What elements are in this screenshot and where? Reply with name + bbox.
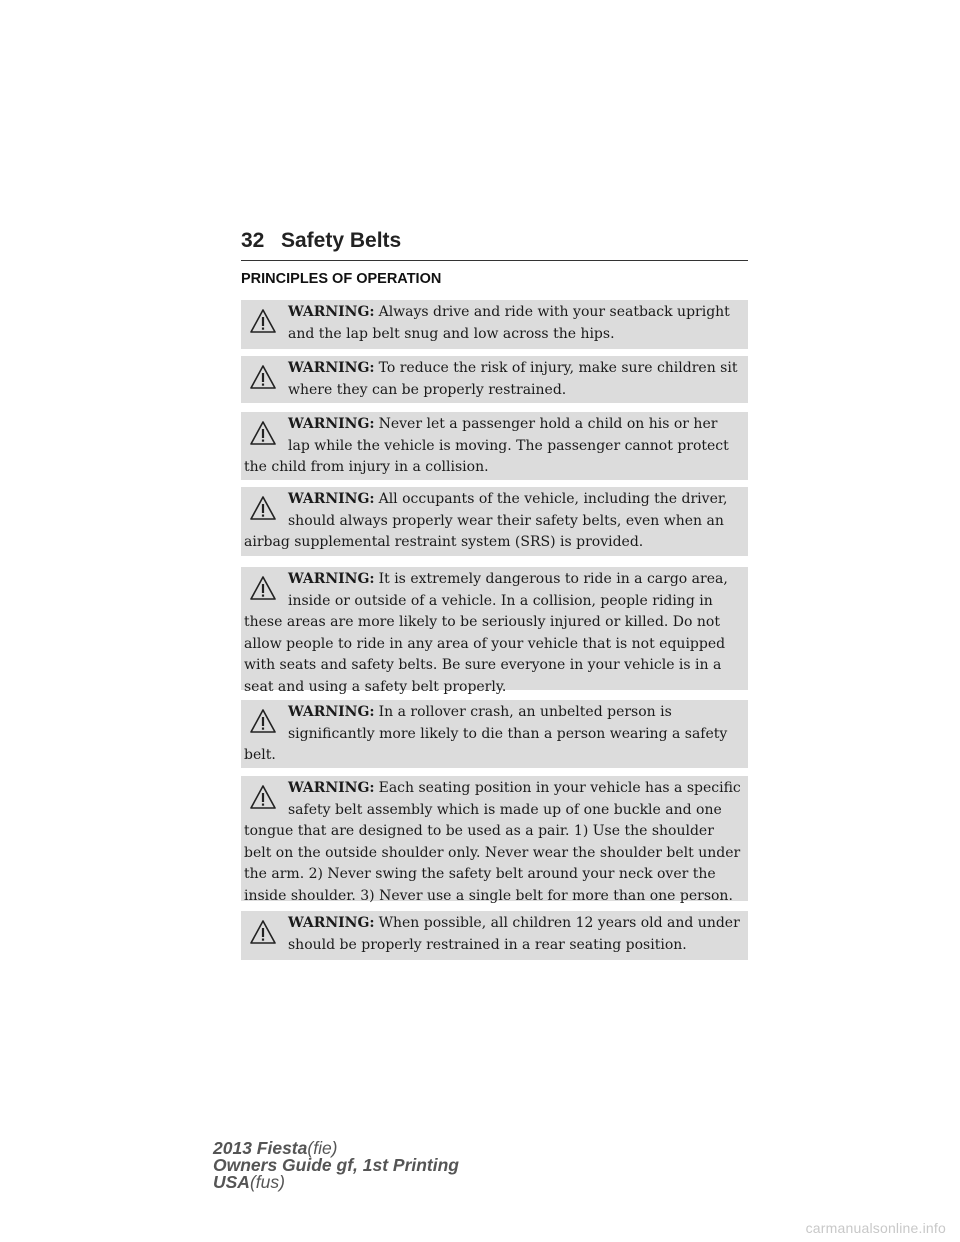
footer-model: 2013 Fiesta — [213, 1138, 308, 1158]
warning-triangle-icon — [244, 308, 285, 344]
warning-text: To reduce the risk of injury, make sure children sit where they can be properly restrained. — [288, 360, 738, 398]
warning-triangle-icon — [244, 708, 285, 744]
warning-text: It is extremely dangerous to ride in a cargo area, inside or outside of a vehicle. In a collision, people riding in these areas are more likely to be seriously injured or killed. Do not allow people to ride in any area of your vehicle that is not equipped with seats and safety belts. Be sure everyone in your vehicle is in a seat and using a safety belt properly. — [244, 571, 728, 695]
warning-triangle-icon — [244, 420, 285, 456]
warning-text: All occupants of the vehicle, including the driver, should always properly wear their safety belts, even when an airbag supplemental restraint system (SRS) is provided. — [244, 491, 728, 550]
warning-label: WARNING: — [288, 360, 375, 376]
warning-label: WARNING: — [288, 704, 375, 720]
footer-market: USA — [213, 1172, 250, 1192]
warning-label: WARNING: — [288, 491, 375, 507]
warning-box — [241, 911, 748, 960]
warning-label: WARNING: — [288, 304, 375, 320]
warning-box — [241, 412, 748, 480]
print-footer — [213, 1140, 459, 1191]
footer-guide: Owners Guide gf, 1st Printing — [213, 1155, 459, 1175]
warning-box — [241, 300, 748, 349]
watermark[interactable]: carmanualsonline.info — [805, 1220, 946, 1236]
warning-label: WARNING: — [288, 915, 375, 931]
warning-triangle-icon — [244, 575, 285, 611]
warning-text: Never let a passenger hold a child on his or her lap while the vehicle is moving. The passenger cannot protect the child from injury in a collision. — [244, 416, 729, 475]
warning-box — [241, 567, 748, 695]
page-header — [241, 228, 748, 261]
footer-model-code: (fie) — [307, 1138, 338, 1158]
warning-triangle-icon — [244, 784, 285, 820]
section-heading: PRINCIPLES OF OPERATION — [241, 271, 442, 287]
warning-triangle-icon — [244, 364, 285, 400]
warning-text: Always drive and ride with your seatback upright and the lap belt snug and low across the hips. — [288, 304, 730, 342]
warning-label: WARNING: — [288, 571, 375, 587]
warning-text: Each seating position in your vehicle has a specific safety belt assembly which is made up of one buckle and one tongue that are designed to be used as a pair. 1) Use the shoulder belt on the outside shoulder only. Never wear the shoulder belt under the arm. 2) Never swing the safety belt around your neck over the inside shoulder. 3) Never use a single belt for more than one person. — [244, 780, 741, 904]
warning-triangle-icon — [244, 919, 285, 955]
warning-label: WARNING: — [288, 780, 375, 796]
footer-market-code: (fus) — [249, 1172, 285, 1192]
page-title: Safety Belts — [281, 229, 402, 252]
warning-box — [241, 700, 748, 768]
warning-text: When possible, all children 12 years old and under should be properly restrained in a rear seating position. — [288, 915, 740, 953]
page-number: 32 — [241, 229, 265, 252]
warning-box — [241, 776, 748, 904]
warning-box — [241, 487, 748, 556]
warning-label: WARNING: — [288, 416, 375, 432]
warning-triangle-icon — [244, 495, 285, 531]
warning-box — [241, 356, 748, 403]
warning-text: In a rollover crash, an unbelted person is significantly more likely to die than a person wearing a safety belt. — [244, 704, 728, 763]
